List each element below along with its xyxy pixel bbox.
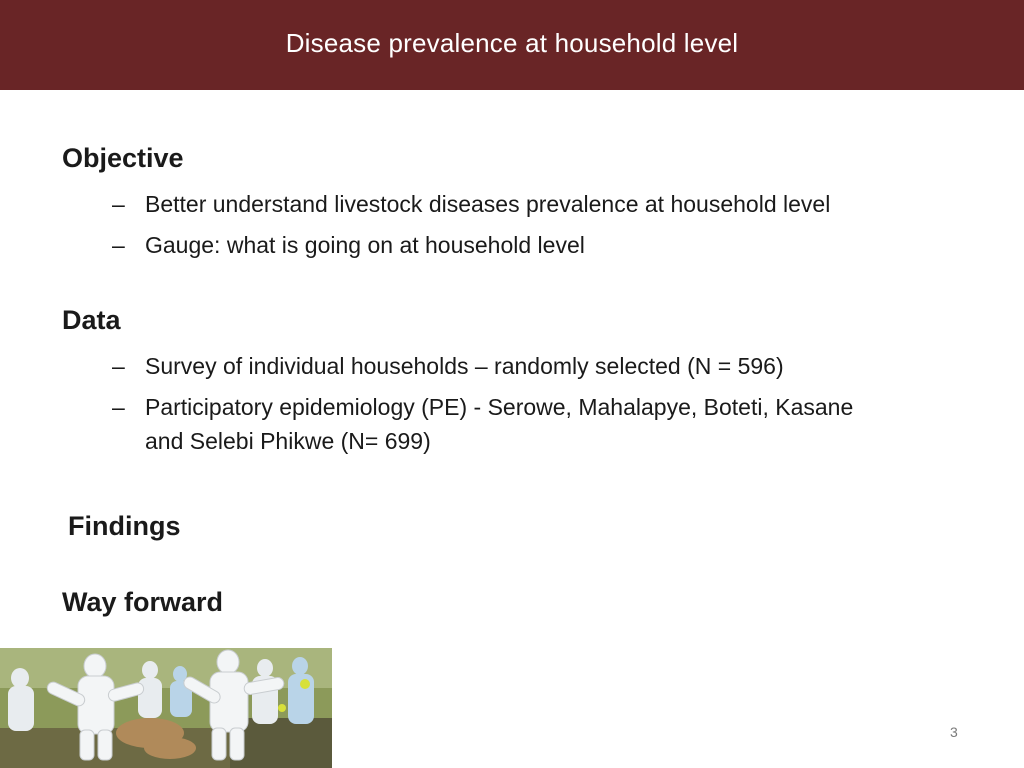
bullet-text: Survey of individual households – randomly selected (N = 596) [145,353,784,379]
field-workers-illustration [0,648,332,768]
bullet-text: and Selebi Phikwe (N= 699) [145,428,431,454]
bullet-dash: – [112,191,125,217]
findings-heading: Findings [68,511,181,541]
field-workers-photo [0,648,332,768]
page-number: 3 [950,724,958,740]
bullet-dash: – [112,232,125,258]
objective-heading: Objective [62,143,184,173]
way-forward-heading: Way forward [62,587,224,617]
bullet-dash: – [112,394,125,420]
bullet-dash: – [112,353,125,379]
slide-title: Disease prevalence at household level [285,28,739,58]
bullet-text: Better understand livestock diseases prevalence at household level [145,191,831,217]
title-banner [0,0,1024,90]
data-heading: Data [62,305,121,335]
bullet-text: Gauge: what is going on at household level [145,232,585,258]
bullet-text: Participatory epidemiology (PE) - Serowe, Mahalapye, Boteti, Kasane [145,394,854,420]
